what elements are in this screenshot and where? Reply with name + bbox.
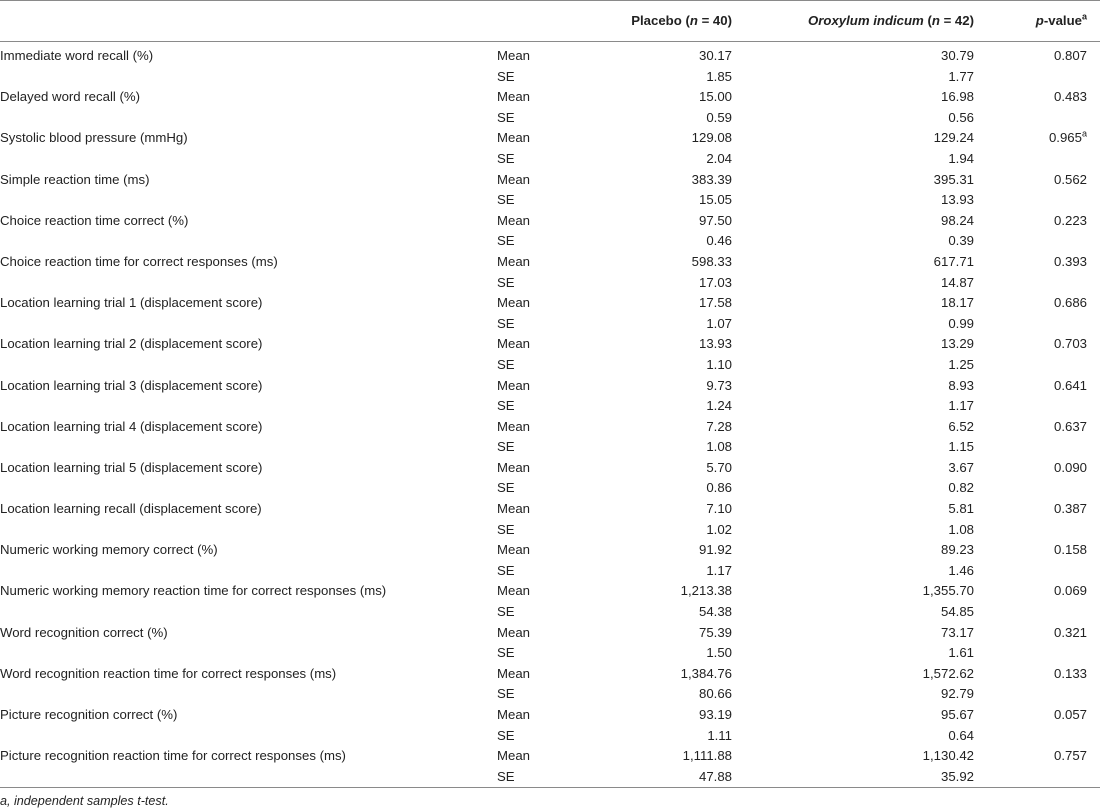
placebo-mean: 7.10 xyxy=(706,501,732,517)
placebo-mean: 75.39 xyxy=(698,624,732,640)
placebo-se: 1.85 xyxy=(706,68,732,84)
p-value-empty xyxy=(974,190,1100,211)
table-row-mean xyxy=(0,581,1100,602)
placebo-se: 1.02 xyxy=(706,521,732,537)
table-row-se xyxy=(0,602,1100,623)
table-row-mean xyxy=(0,499,1100,520)
measure-label-empty xyxy=(0,684,497,705)
p-value: 0.483 xyxy=(1053,89,1087,105)
oroxylum-mean: 95.67 xyxy=(940,707,974,722)
p-value-empty xyxy=(974,437,1100,458)
stat-mean-label: Mean xyxy=(497,89,530,105)
p-value: 0.387 xyxy=(1053,501,1087,517)
oroxylum-se: 1.77 xyxy=(948,68,974,84)
oroxylum-mean: 30.79 xyxy=(940,48,974,63)
placebo-mean: 91.92 xyxy=(698,542,732,558)
p-value-empty xyxy=(974,767,1100,788)
measure-label-empty xyxy=(0,273,497,294)
placebo-se: 0.86 xyxy=(706,480,732,496)
stat-se-label: SE xyxy=(497,150,515,166)
placebo-se: 1.08 xyxy=(706,439,732,455)
placebo-se: 17.03 xyxy=(698,274,732,290)
oroxylum-mean: 73.17 xyxy=(940,624,974,640)
p-value-empty xyxy=(974,231,1100,252)
placebo-se: 2.04 xyxy=(706,150,732,166)
table-row-se xyxy=(0,643,1100,664)
p-value: 0.133 xyxy=(1053,665,1087,681)
stat-mean-label: Mean xyxy=(497,418,530,434)
stat-se-label: SE xyxy=(497,398,515,414)
oroxylum-se: 1.08 xyxy=(948,521,974,537)
table-row-mean xyxy=(0,42,1100,67)
measure-label: Location learning trial 3 (displacement score) xyxy=(0,377,263,393)
measure-label-empty xyxy=(0,231,497,252)
placebo-mean: 1,384.76 xyxy=(680,665,732,681)
measure-label-empty xyxy=(0,767,497,788)
oroxylum-mean: 8.93 xyxy=(948,377,974,393)
placebo-mean: 383.39 xyxy=(691,171,732,187)
oroxylum-mean: 3.67 xyxy=(948,459,974,475)
oroxylum-mean: 617.71 xyxy=(933,253,974,269)
p-value-empty xyxy=(974,643,1100,664)
oroxylum-mean: 6.52 xyxy=(948,418,974,434)
header-oroxylum: Oroxylum indicum (n = 42) xyxy=(732,1,974,42)
table-row-se xyxy=(0,767,1100,788)
measure-label-empty xyxy=(0,602,497,623)
stat-mean-label: Mean xyxy=(497,624,530,640)
table-row-se xyxy=(0,67,1100,88)
oroxylum-se: 0.99 xyxy=(948,315,974,331)
stat-mean-label: Mean xyxy=(497,501,530,517)
placebo-mean: 93.19 xyxy=(698,707,732,722)
oroxylum-se: 35.92 xyxy=(732,767,974,788)
table-row-se xyxy=(0,314,1100,335)
p-value: 0.807 xyxy=(1053,48,1087,63)
measure-label: Word recognition correct (%) xyxy=(0,624,168,640)
stat-se-label: SE xyxy=(497,686,515,702)
p-value-empty xyxy=(974,602,1100,623)
oroxylum-mean: 13.29 xyxy=(940,336,974,352)
p-value: 0.686 xyxy=(1053,295,1087,311)
p-value: 0.965$^a$ xyxy=(1048,128,1087,146)
measure-label: Location learning trial 1 (displacement score) xyxy=(0,295,263,311)
p-value-empty xyxy=(974,684,1100,705)
table-row-mean xyxy=(0,293,1100,314)
measure-label-empty xyxy=(0,437,497,458)
p-value-empty xyxy=(974,108,1100,129)
table-row-se xyxy=(0,190,1100,211)
stat-mean-label: Mean xyxy=(497,48,530,63)
table-row-mean xyxy=(0,170,1100,191)
oroxylum-se: 1.25 xyxy=(948,356,974,372)
stat-se-label: SE xyxy=(497,727,515,743)
oroxylum-mean: 1,572.62 xyxy=(922,665,974,681)
placebo-mean: 30.17 xyxy=(698,48,732,63)
stat-se-label: SE xyxy=(497,439,515,455)
measure-label: Location learning recall (displacement score) xyxy=(0,501,262,517)
table-row-se xyxy=(0,561,1100,582)
p-value: 0.069 xyxy=(1053,583,1087,599)
table-row-se xyxy=(0,273,1100,294)
oroxylum-se: 1.15 xyxy=(948,439,974,455)
placebo-se: 15.05 xyxy=(698,192,732,208)
placebo-mean: 5.70 xyxy=(706,459,732,475)
p-value-superscript: a xyxy=(1081,128,1087,139)
p-value: 0.637 xyxy=(1053,418,1087,434)
placebo-se: 80.66 xyxy=(698,686,732,702)
table-row-mean xyxy=(0,376,1100,397)
stat-mean-label: Mean xyxy=(497,130,530,146)
placebo-se: 1.17 xyxy=(706,562,732,578)
table-row-se xyxy=(0,396,1100,417)
table-row-se xyxy=(0,437,1100,458)
stat-mean-label: Mean xyxy=(497,542,530,558)
measure-label: Location learning trial 5 (displacement score) xyxy=(0,459,263,475)
oroxylum-mean: 1,355.70 xyxy=(922,583,974,599)
p-value: 0.703 xyxy=(1053,336,1087,352)
oroxylum-mean: 98.24 xyxy=(940,212,974,228)
oroxylum-mean: 5.81 xyxy=(948,501,974,517)
placebo-mean: 15.00 xyxy=(698,89,732,105)
placebo-mean: 9.73 xyxy=(706,377,732,393)
table-row-se xyxy=(0,520,1100,541)
placebo-se: 0.59 xyxy=(706,109,732,125)
stat-se-label: SE xyxy=(497,521,515,537)
stat-mean-label: Mean xyxy=(497,459,530,475)
p-value: 0.757 xyxy=(1053,748,1087,764)
measure-label: Location learning trial 4 (displacement score) xyxy=(0,418,263,434)
stat-se-label: SE xyxy=(497,767,617,788)
measure-label: Word recognition reaction time for correct responses (ms) xyxy=(0,665,337,681)
measure-label-empty xyxy=(0,726,497,747)
table-row-mean xyxy=(0,458,1100,479)
stat-mean-label: Mean xyxy=(497,212,530,228)
p-value: 0.057 xyxy=(1053,707,1087,722)
measure-label-empty xyxy=(0,561,497,582)
measure-label: Simple reaction time (ms) xyxy=(0,171,150,187)
header-p-value: p-value$^a$ xyxy=(974,1,1100,42)
stat-se-label: SE xyxy=(497,604,515,620)
p-value: 0.562 xyxy=(1053,171,1087,187)
p-value: 0.641 xyxy=(1053,377,1087,393)
oroxylum-mean: 16.98 xyxy=(940,89,974,105)
oroxylum-se: 0.64 xyxy=(948,727,974,743)
measure-label-empty xyxy=(0,67,497,88)
placebo-se: 1.07 xyxy=(706,315,732,331)
oroxylum-se: 0.82 xyxy=(948,480,974,496)
table-header-row xyxy=(0,1,1100,42)
table-row-mean xyxy=(0,417,1100,438)
stat-mean-label: Mean xyxy=(497,295,530,311)
measure-label: Picture recognition correct (%) xyxy=(0,707,178,722)
p-value-empty xyxy=(974,520,1100,541)
stat-mean-label: Mean xyxy=(497,336,530,352)
table-row-se xyxy=(0,355,1100,376)
p-value-empty xyxy=(974,314,1100,335)
stat-se-label: SE xyxy=(497,68,515,84)
stat-mean-label: Mean xyxy=(497,377,530,393)
stat-se-label: SE xyxy=(497,233,515,249)
placebo-se: 0.46 xyxy=(706,233,732,249)
measure-label-empty xyxy=(0,478,497,499)
stat-mean-label: Mean xyxy=(497,583,530,599)
measure-label: Choice reaction time correct (%) xyxy=(0,212,189,228)
table-row-mean xyxy=(0,623,1100,644)
p-value: 0.393 xyxy=(1053,253,1087,269)
table-footnote: a, independent samples t-test. xyxy=(0,794,169,809)
table-row-se xyxy=(0,149,1100,170)
placebo-mean: 1,111.88 xyxy=(682,748,732,764)
p-value-empty xyxy=(974,355,1100,376)
oroxylum-se: 0.39 xyxy=(948,233,974,249)
table-row-mean xyxy=(0,664,1100,685)
oroxylum-mean: 89.23 xyxy=(940,542,974,558)
table-row-mean xyxy=(0,334,1100,355)
stat-se-label: SE xyxy=(497,562,515,578)
table-row-mean xyxy=(0,746,1100,767)
oroxylum-se: 1.61 xyxy=(948,645,974,661)
oroxylum-se: 1.46 xyxy=(948,562,974,578)
p-value: 0.223 xyxy=(1053,212,1087,228)
measure-label-empty xyxy=(0,520,497,541)
measure-label-empty xyxy=(0,643,497,664)
stat-mean-label: Mean xyxy=(497,748,530,764)
oroxylum-se: 13.93 xyxy=(940,192,974,208)
stat-mean-label: Mean xyxy=(497,707,530,722)
measure-label: Location learning trial 2 (displacement score) xyxy=(0,336,263,352)
stat-se-label: SE xyxy=(497,315,515,331)
stat-se-label: SE xyxy=(497,645,515,661)
measure-label-empty xyxy=(0,149,497,170)
table-row-se xyxy=(0,726,1100,747)
p-value-empty xyxy=(974,149,1100,170)
stat-se-label: SE xyxy=(497,274,515,290)
table-row-se xyxy=(0,684,1100,705)
table-row-se xyxy=(0,478,1100,499)
measure-label-empty xyxy=(0,355,497,376)
p-value: 0.158 xyxy=(1053,542,1087,558)
stat-se-label: SE xyxy=(497,192,515,208)
stat-se-label: SE xyxy=(497,480,515,496)
table-body xyxy=(0,42,1100,788)
p-value: 0.090 xyxy=(1053,459,1087,475)
stat-mean-label: Mean xyxy=(497,665,530,681)
stat-se-label: SE xyxy=(497,356,515,372)
oroxylum-se: 92.79 xyxy=(940,686,974,702)
oroxylum-mean: 1,130.42 xyxy=(922,748,974,764)
oroxylum-se: 0.56 xyxy=(948,109,974,125)
table-row-mean xyxy=(0,540,1100,561)
placebo-mean: 598.33 xyxy=(691,253,732,269)
table-row-mean xyxy=(0,128,1100,149)
placebo-mean: 97.50 xyxy=(698,212,732,228)
p-value-empty xyxy=(974,273,1100,294)
measure-label-empty xyxy=(0,314,497,335)
p-value-empty xyxy=(974,561,1100,582)
measure-label: Numeric working memory reaction time for correct responses (ms) xyxy=(0,583,387,599)
table-row-mean xyxy=(0,211,1100,232)
placebo-se: 54.38 xyxy=(698,604,732,620)
measure-label: Immediate word recall (%) xyxy=(0,48,154,63)
stat-mean-label: Mean xyxy=(497,171,530,187)
oroxylum-mean: 18.17 xyxy=(940,295,974,311)
oroxylum-se: 1.17 xyxy=(948,398,974,414)
header-stat xyxy=(497,1,617,42)
measure-label: Picture recognition reaction time for correct responses (ms) xyxy=(0,748,346,764)
oroxylum-se: 54.85 xyxy=(940,604,974,620)
placebo-mean: 17.58 xyxy=(698,295,732,311)
p-value-empty xyxy=(974,396,1100,417)
table-row-mean xyxy=(0,252,1100,273)
measure-label: Delayed word recall (%) xyxy=(0,89,140,105)
p-value-empty xyxy=(974,478,1100,499)
placebo-se: 1.24 xyxy=(706,398,732,414)
measure-label: Choice reaction time for correct responses (ms) xyxy=(0,253,278,269)
table-row-se xyxy=(0,231,1100,252)
measure-label: Systolic blood pressure (mmHg) xyxy=(0,130,188,146)
header-placebo: Placebo (n = 40) xyxy=(617,1,732,42)
placebo-se: 1.50 xyxy=(706,645,732,661)
header-measure xyxy=(0,1,497,42)
oroxylum-se: 14.87 xyxy=(940,274,974,290)
stat-mean-label: Mean xyxy=(497,253,530,269)
placebo-mean: 1,213.38 xyxy=(680,583,732,599)
stat-se-label: SE xyxy=(497,109,515,125)
measure-label-empty xyxy=(0,108,497,129)
oroxylum-mean: 129.24 xyxy=(933,130,974,146)
oroxylum-mean: 395.31 xyxy=(933,171,974,187)
measure-label-empty xyxy=(0,396,497,417)
placebo-mean: 129.08 xyxy=(691,130,732,146)
placebo-se: 1.10 xyxy=(706,356,732,372)
p-value-empty xyxy=(974,726,1100,747)
placebo-se: 47.88 xyxy=(617,767,732,788)
table-row-mean xyxy=(0,87,1100,108)
placebo-mean: 13.93 xyxy=(698,336,732,352)
table-row-se xyxy=(0,108,1100,129)
placebo-mean: 7.28 xyxy=(706,418,732,434)
p-value-empty xyxy=(974,67,1100,88)
oroxylum-se: 1.94 xyxy=(948,150,974,166)
measure-label: Numeric working memory correct (%) xyxy=(0,542,218,558)
placebo-se: 1.11 xyxy=(707,727,732,743)
p-value: 0.321 xyxy=(1053,624,1087,640)
table-row-mean xyxy=(0,705,1100,726)
measure-label-empty xyxy=(0,190,497,211)
